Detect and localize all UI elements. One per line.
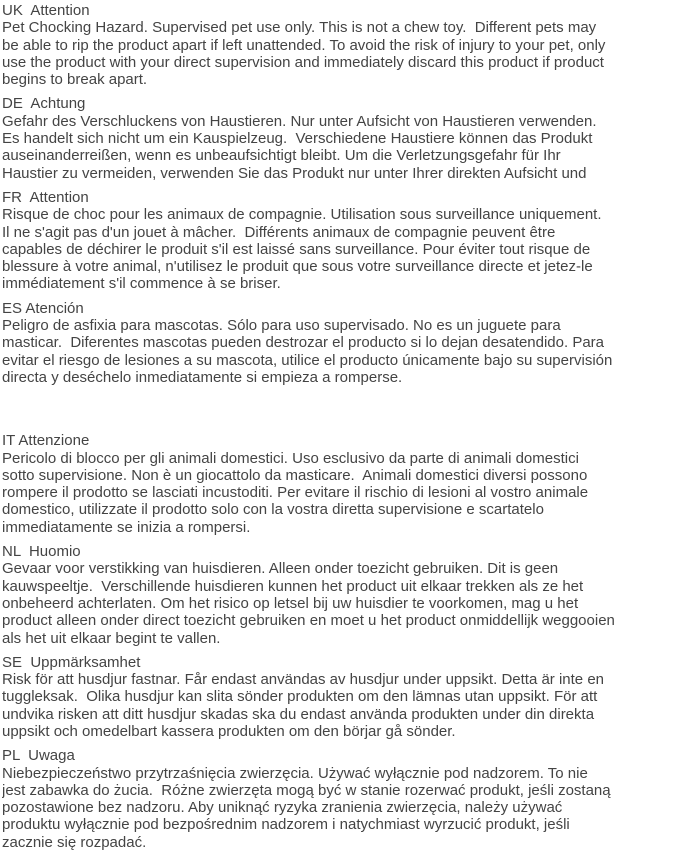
section-header: FR Attention (2, 188, 89, 206)
body-line: Peligro de asfixia para mascotas. Sólo para uso supervisado. No es un juguete para (2, 317, 561, 335)
body-line: be able to rip the product apart if left unattended. To avoid the risk of injury to your pet, only (2, 36, 606, 54)
warning-section-pl (2, 747, 679, 851)
warning-section-se (2, 654, 679, 740)
body-line: Pet Chocking Hazard. Supervised pet use only. This is not a chew toy. Different pets may (2, 19, 597, 37)
body-line: sotto supervisione. Non è un giocattolo da masticare. Animali domestici diversi possono (2, 466, 588, 484)
body-line: Niebezpieczeństwo przytrzaśnięcia zwierzęcia. Używać wyłącznie pod nadzorem. To nie (2, 764, 588, 782)
body-line: kauwspeeltje. Verschillende huisdieren kunnen het product uit elkaar trekken als ze het (2, 577, 584, 595)
body-line: capables de déchirer le produit s'il est laissé sans surveillance. Pour éviter tout risque de (2, 240, 591, 258)
body-line: Haustier zu vermeiden, verwenden Sie das Produkt nur unter Ihrer direkten Aufsicht und (2, 164, 587, 182)
body-line: masticar. Diferentes mascotas pueden destrozar el producto si lo dejan desatendido. Para (2, 334, 605, 352)
section-header: DE Achtung (2, 95, 86, 113)
body-line: onbeheerd achterlaten. Om het risico op letsel bij uw huisdier te voorkomen, mag u het (2, 594, 579, 612)
warning-section-nl (2, 543, 679, 647)
section-header: IT Attenzione (2, 432, 90, 450)
body-line: als het uit elkaar begint te vallen. (2, 629, 221, 647)
body-line: immediatamente se inizia a rompersi. (2, 518, 251, 536)
body-line: uppsikt och omedelbart kassera produkten om den börjar gå sönder. (2, 722, 456, 740)
body-line: immédiatement s'il commence à se briser. (2, 275, 281, 293)
body-line: Gevaar voor verstikking van huisdieren. Alleen onder toezicht gebruiken. Dit is geen (2, 560, 559, 578)
body-line: Il ne s'agit pas d'un jouet à mâcher. Différents animaux de compagnie peuvent être (2, 223, 556, 241)
body-line: produktu wyłącznie pod bezpośrednim nadzorem i natychmiast wyrzucić produkt, jeśli (2, 816, 570, 834)
body-line: jest zabawka do żucia. Różne zwierzęta mogą być w stanie rozerwać produkt, jeśli zostaną (2, 781, 611, 799)
warning-section-es (2, 300, 679, 386)
body-line: rompere il prodotto se lasciati incustoditi. Per evitare il rischio di lesioni al vostro animale (2, 484, 589, 502)
body-line: use the product with your direct supervision and immediately discard this product if product (2, 53, 604, 71)
body-line: zacznie się rozpadać. (2, 833, 147, 851)
section-header: PL Uwaga (2, 747, 75, 765)
section-header: NL Huomio (2, 543, 81, 561)
body-line: domestico, utilizzate il prodotto solo con la vostra diretta supervisione e scartatelo (2, 501, 544, 519)
section-header: UK Attention (2, 2, 90, 19)
body-line: undvika risken att ditt husdjur skadas ska du endast använda produkten under din direkta (2, 705, 595, 723)
warning-section-de (2, 95, 679, 181)
body-line: blessure à votre animal, n'utilisez le produit que sous votre surveillance directe et jetez-le (2, 258, 593, 276)
body-line: Es handelt sich nicht um ein Kauspielzeug. Verschiedene Haustiere können das Produkt (2, 130, 593, 148)
body-line: pozostawione bez nadzoru. Aby uniknąć ryzyka zranienia zwierzęcia, należy używać (2, 799, 563, 817)
section-header: SE Uppmärksamhet (2, 653, 141, 671)
body-line: product alleen onder direct toezicht gebruiken en moet u het product onmiddellijk weggooien (2, 612, 615, 630)
section-header: ES Atención (2, 299, 84, 317)
body-line: directa y deséchelo inmediatamente si empieza a romperse. (2, 368, 403, 386)
warning-section-fr (2, 189, 679, 293)
body-line: Risque de choc pour les animaux de compagnie. Utilisation sous surveillance uniquement. (2, 206, 602, 224)
body-line: auseinanderreißen, wenn es unbeaufsichtigt bleibt. Um die Verletzungsgefahr für Ihr (2, 147, 561, 165)
body-line: Pericolo di blocco per gli animali domestici. Uso esclusivo da parte di animali domestici (2, 449, 579, 467)
warning-section-it (2, 432, 679, 536)
body-line: evitar el riesgo de lesiones a su mascota, utilice el producto únicamente bajo su supervisión (2, 351, 613, 369)
body-line: tuggleksak. Olika husdjur kan slita sönder produkten om den lämnas utan uppsikt. För att (2, 688, 598, 706)
body-line: Risk för att husdjur fastnar. Får endast användas av husdjur under uppsikt. Detta är inte en (2, 671, 604, 689)
body-line: begins to break apart. (2, 71, 148, 89)
body-line: Gefahr des Verschluckens von Haustieren. Nur unter Aufsicht von Haustieren verwenden. (2, 112, 597, 130)
warning-section-uk (2, 2, 679, 88)
